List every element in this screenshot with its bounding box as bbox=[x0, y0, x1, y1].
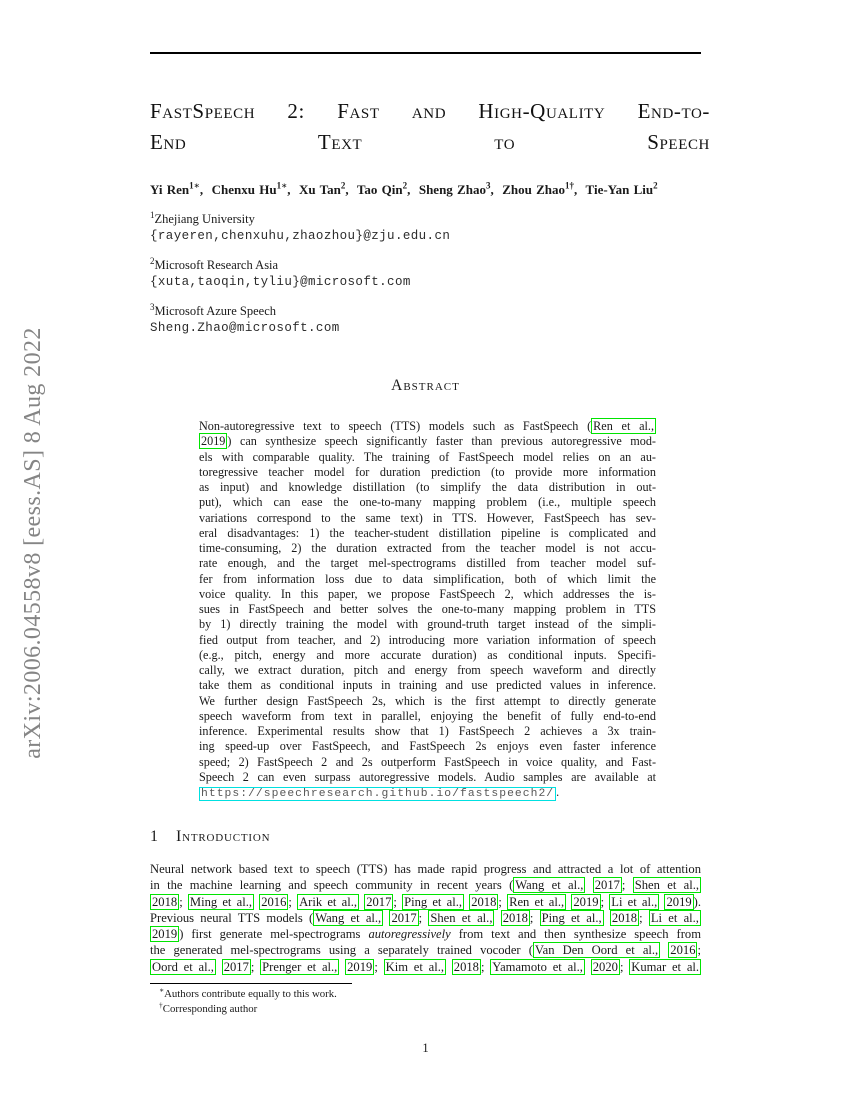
section-heading bbox=[150, 828, 270, 846]
footnote-marker: ∗ bbox=[159, 985, 165, 995]
text-segment: by 1) directly training the model with ground-truth target instead of the simpli- bbox=[199, 617, 656, 632]
text-segment: the generated mel-spectrograms using a separately trained vocoder ( bbox=[150, 943, 533, 958]
text-segment: Neural network based text to speech (TTS) has made rapid progress and attracted a lot of attention bbox=[150, 862, 701, 876]
citation-link[interactable]: 2018 bbox=[152, 894, 178, 909]
text-segment: Yi Ren bbox=[150, 182, 190, 197]
text-segment: Tao Qin bbox=[356, 182, 403, 197]
page-number: 1 bbox=[422, 1041, 429, 1055]
citation-link[interactable]: 2016 bbox=[261, 894, 287, 909]
citation-link[interactable]: 2019 bbox=[152, 927, 178, 942]
citation-link[interactable]: 2020 bbox=[592, 959, 618, 974]
text-segment: ; bbox=[418, 910, 429, 925]
text-line bbox=[199, 495, 656, 510]
footnote-marker: † bbox=[159, 999, 163, 1009]
text-line bbox=[150, 894, 701, 910]
text-line bbox=[199, 434, 656, 449]
text-line bbox=[199, 526, 656, 541]
affiliation-name-text: Microsoft Azure Speech bbox=[154, 304, 276, 318]
text-segment: ; bbox=[374, 959, 384, 974]
text-line bbox=[199, 602, 656, 617]
text-segment: 1∗ bbox=[276, 180, 288, 191]
affiliation-name-text: Microsoft Research Asia bbox=[154, 258, 279, 272]
text-segment: 1∗ bbox=[189, 180, 200, 191]
citation-link[interactable]: 2019 bbox=[347, 959, 373, 974]
text-line bbox=[199, 541, 656, 556]
url-link[interactable]: https://speechresearch.github.io/fastspeech2/ bbox=[201, 788, 555, 800]
text-segment: speed; 2) FastSpeech 2 and 2s outperform FastSpeech in voice quality, and Fast- bbox=[199, 754, 656, 769]
text-segment: . bbox=[556, 785, 560, 799]
text-segment bbox=[216, 960, 222, 974]
affiliation-name bbox=[150, 257, 570, 274]
citation-link[interactable]: Wang et al., bbox=[515, 878, 584, 893]
text-line bbox=[150, 877, 701, 893]
footnote-equal-contribution bbox=[159, 987, 559, 1002]
text-segment: , bbox=[345, 182, 357, 197]
abstract-text bbox=[199, 419, 656, 802]
text-line bbox=[199, 633, 656, 648]
affiliation-3 bbox=[150, 303, 570, 336]
text-segment: ) first generate mel-spectrograms bbox=[179, 927, 369, 942]
citation-link[interactable]: Kumar et al. bbox=[631, 959, 700, 974]
text-segment: sues in FastSpeech and better solves the one-to-many mapping problem in TTS bbox=[199, 602, 656, 616]
text-segment: time-consuming, 2) the duration extracted from the teacher model is not accu- bbox=[199, 541, 656, 555]
citation-link[interactable]: Ren et al., bbox=[509, 894, 565, 909]
text-line bbox=[199, 556, 656, 571]
text-line bbox=[150, 959, 701, 975]
text-segment: voice quality. In this paper, we propose FastSpeech 2, which addresses the is- bbox=[199, 586, 656, 601]
text-line bbox=[150, 96, 710, 127]
citation-link[interactable]: 2017 bbox=[391, 910, 417, 925]
text-line bbox=[150, 926, 701, 942]
text-line bbox=[199, 480, 656, 495]
author-line bbox=[150, 180, 710, 200]
footnotes bbox=[159, 987, 559, 1016]
text-line bbox=[199, 511, 656, 526]
citation-link[interactable]: 2019 bbox=[201, 434, 226, 449]
text-segment: fied output from teacher, and 2) introducing more variation information of speech bbox=[199, 632, 656, 647]
text-line bbox=[199, 648, 656, 663]
citation-link[interactable]: 2017 bbox=[223, 959, 249, 974]
affiliation-email: {rayeren,chenxuhu,zhaozhou}@zju.edu.cn bbox=[150, 228, 451, 243]
text-line bbox=[199, 739, 656, 754]
footnote-text: Authors contribute equally to this work. bbox=[164, 988, 337, 1000]
citation-link[interactable]: Shen et al., bbox=[634, 878, 700, 893]
text-line bbox=[199, 755, 656, 770]
text-line bbox=[199, 678, 656, 693]
text-line bbox=[150, 127, 710, 158]
text-segment: , bbox=[490, 182, 503, 197]
text-line bbox=[199, 465, 656, 480]
affiliation-name bbox=[150, 211, 570, 228]
text-segment: autoregressively bbox=[368, 927, 451, 942]
text-segment: (e.g., pitch, energy and more accurate duration) as conditional inputs. Specifi- bbox=[199, 647, 656, 662]
text-segment: ; bbox=[250, 959, 261, 974]
citation-link[interactable]: Ren et al., bbox=[593, 419, 654, 433]
text-segment: ; bbox=[288, 894, 298, 909]
introduction-text bbox=[150, 861, 701, 975]
text-segment: Non-autoregressive text to speech (TTS) models such as FastSpeech ( bbox=[199, 419, 592, 433]
text-line bbox=[199, 450, 656, 465]
text-segment: Speech 2 can even surpass autoregressive models. Audio samples are available at bbox=[199, 769, 656, 784]
text-segment: Previous neural TTS models ( bbox=[150, 910, 314, 925]
text-segment: FastSpeech 2: Fast and High-Quality End-to- bbox=[150, 99, 710, 123]
text-line bbox=[150, 910, 701, 926]
citation-link[interactable]: Van Den Oord et al., bbox=[534, 943, 659, 958]
text-line bbox=[199, 709, 656, 724]
citation-link[interactable]: 2019 bbox=[573, 894, 599, 909]
section-title: Introduction bbox=[176, 828, 271, 845]
text-segment: 2 bbox=[340, 180, 346, 191]
text-line bbox=[199, 617, 656, 632]
text-segment: Tie-Yan Liu bbox=[585, 182, 654, 197]
text-segment bbox=[585, 878, 592, 892]
affiliation-email: {xuta,taoqin,tyliu}@microsoft.com bbox=[150, 274, 411, 289]
citation-link[interactable]: Shen et al., bbox=[430, 910, 493, 925]
affiliation-1 bbox=[150, 211, 570, 244]
paper-title bbox=[150, 96, 710, 158]
affiliation-2 bbox=[150, 257, 570, 290]
footnote-text: Corresponding author bbox=[162, 1002, 258, 1015]
text-line bbox=[199, 724, 656, 739]
citation-link[interactable]: 2018 bbox=[611, 910, 638, 925]
text-segment: ; bbox=[179, 894, 188, 909]
affiliation-name bbox=[150, 303, 570, 320]
text-segment: in the machine learning and speech community in recent years ( bbox=[150, 878, 514, 893]
text-segment: speech waveform from text in parallel, enjoying the benefit of fully end-to-end bbox=[199, 708, 656, 723]
citation-link[interactable]: 2017 bbox=[366, 894, 392, 909]
citation-link[interactable]: Oord et al., bbox=[152, 959, 214, 974]
affiliation-email: Sheng.Zhao@microsoft.com bbox=[150, 320, 340, 335]
text-line bbox=[199, 785, 656, 802]
text-segment: inference. Experimental results show that 1) FastSpeech 2 achieves a 3x train- bbox=[199, 724, 656, 738]
citation-link[interactable]: Arik et al., bbox=[299, 894, 357, 909]
text-segment: variations correspond to the same text) in TTS. However, FastSpeech has sev- bbox=[199, 510, 656, 525]
text-segment: ; bbox=[480, 959, 491, 974]
citation-link[interactable]: 2016 bbox=[670, 943, 696, 958]
text-segment: ). bbox=[693, 894, 701, 909]
text-segment: as input) and knowledge distillation (to simplify the data distribution in out- bbox=[199, 480, 656, 494]
citation-link[interactable]: Li et al., bbox=[611, 894, 658, 909]
text-segment: from text and then synthesize speech from bbox=[450, 927, 701, 942]
citation-link[interactable]: Ming et al., bbox=[189, 894, 253, 909]
text-segment: ; bbox=[529, 910, 540, 925]
footnote-rule bbox=[150, 983, 352, 984]
text-segment: take them as conditional inputs in training and use predicted values in inference. bbox=[199, 678, 656, 693]
citation-link[interactable]: 2017 bbox=[594, 878, 620, 893]
text-line bbox=[199, 419, 656, 434]
affiliation-sup: 1 bbox=[150, 209, 155, 220]
text-segment: 3 bbox=[485, 180, 491, 191]
citation-link[interactable]: Li et al., bbox=[650, 910, 699, 925]
text-segment: cally, we extract duration, pitch and energy from speech waveform and directly bbox=[199, 663, 656, 677]
text-line bbox=[199, 587, 656, 602]
affiliation-sup: 2 bbox=[150, 255, 155, 266]
text-line bbox=[199, 770, 656, 785]
arxiv-watermark: arXiv:2006.04558v8 [eess.AS] 8 Aug 2022 bbox=[20, 327, 46, 759]
citation-link[interactable]: 2019 bbox=[666, 894, 692, 909]
text-line bbox=[199, 572, 656, 587]
text-segment: Chenxu Hu bbox=[211, 182, 277, 197]
text-segment: Xu Tan bbox=[299, 182, 341, 197]
text-segment: Sheng Zhao bbox=[418, 182, 486, 197]
citation-link[interactable]: Prenger et al., bbox=[262, 959, 338, 974]
text-segment: , bbox=[574, 182, 586, 197]
text-segment: End Text to Speech bbox=[150, 130, 710, 154]
text-line bbox=[199, 663, 656, 678]
text-segment: toregressive teacher model for duration prediction (to provide more information bbox=[199, 464, 656, 479]
text-segment bbox=[585, 960, 591, 974]
text-line bbox=[199, 694, 656, 709]
text-segment: , bbox=[407, 182, 419, 197]
text-segment: 2 bbox=[402, 180, 408, 191]
text-segment: eral disadvantages: 1) the teacher-student distillation pipeline is complicated and bbox=[199, 525, 656, 540]
text-segment bbox=[494, 911, 500, 925]
text-segment: 1† bbox=[565, 180, 575, 191]
text-segment: ) can synthesize speech significantly faster than previous autoregressive mod- bbox=[227, 434, 656, 449]
citation-link[interactable]: Wang et al., bbox=[315, 910, 382, 925]
section-number: 1 bbox=[150, 828, 158, 845]
text-segment: We further design FastSpeech 2s, which is the first attempt to directly generate bbox=[199, 693, 656, 708]
text-segment: , bbox=[199, 182, 212, 197]
citation-link[interactable]: Kim et al., bbox=[385, 959, 444, 974]
text-segment: 2 bbox=[653, 180, 658, 191]
abstract-heading: Abstract bbox=[391, 377, 460, 394]
text-segment: ; bbox=[498, 894, 508, 909]
text-segment: Zhou Zhao bbox=[502, 182, 566, 197]
text-segment: , bbox=[287, 182, 300, 197]
text-line bbox=[150, 942, 701, 958]
text-segment: ing speed-up over FastSpeech, and FastSpeech 2s enjoys even faster inference bbox=[199, 739, 656, 754]
citation-link[interactable]: 2018 bbox=[502, 910, 528, 925]
text-segment: fer from information loss due to data simplification, both of which limit the bbox=[199, 571, 656, 586]
text-segment: rate enough, and the target mel-spectrograms distilled from teacher model suf- bbox=[199, 556, 656, 571]
text-segment: els with comparable quality. The training of FastSpeech model relies on an au- bbox=[199, 449, 656, 464]
text-segment: put), which can ease the one-to-many mapping problem (i.e., multiple speech bbox=[199, 495, 656, 510]
text-segment bbox=[604, 911, 610, 925]
citation-link[interactable]: 2018 bbox=[471, 894, 497, 909]
text-segment: ; bbox=[619, 959, 630, 974]
text-line bbox=[150, 861, 701, 877]
text-segment: ; bbox=[621, 878, 633, 893]
text-segment: ; bbox=[697, 943, 701, 958]
citation-link[interactable]: Ping et al., bbox=[541, 910, 602, 925]
citation-link[interactable]: Ping et al., bbox=[404, 894, 462, 909]
footnote-corresponding-author bbox=[159, 999, 559, 1017]
text-segment: ; bbox=[639, 910, 649, 925]
affiliation-name-text: Zhejiang University bbox=[154, 212, 255, 226]
citation-link[interactable]: 2018 bbox=[453, 959, 479, 974]
citation-link[interactable]: Yamamoto et al., bbox=[492, 959, 583, 974]
top-rule bbox=[150, 52, 701, 54]
text-segment: ; bbox=[600, 894, 610, 909]
text-segment: ; bbox=[393, 894, 403, 909]
affiliation-sup: 3 bbox=[150, 301, 155, 312]
text-segment bbox=[446, 960, 452, 974]
